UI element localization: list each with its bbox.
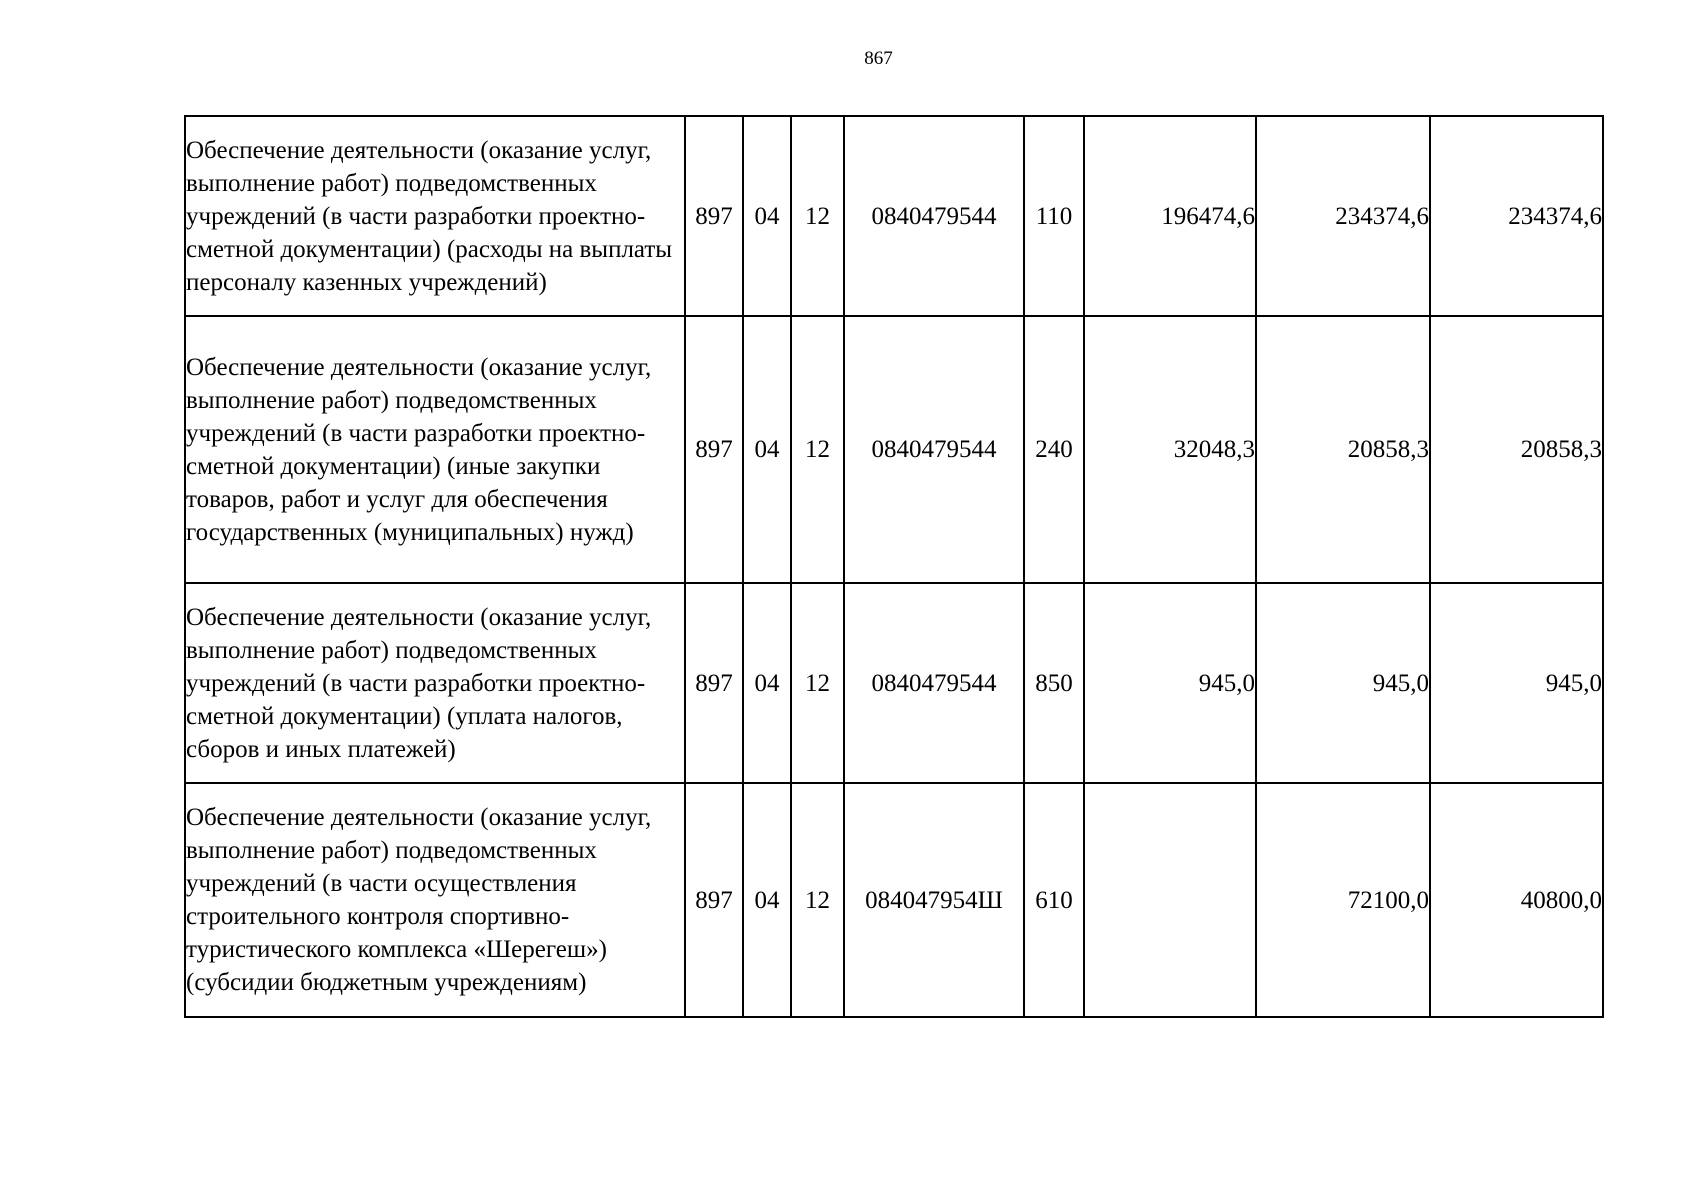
section-code: 04 bbox=[743, 316, 791, 583]
sum-year-3: 945,0 bbox=[1430, 583, 1603, 783]
sum-year-1: 945,0 bbox=[1084, 583, 1256, 783]
subsection-code: 12 bbox=[791, 116, 844, 316]
expense-type-code: 240 bbox=[1024, 316, 1084, 583]
table-row bbox=[185, 783, 1603, 1017]
subsection-code: 12 bbox=[791, 583, 844, 783]
sum-year-3: 40800,0 bbox=[1430, 783, 1603, 1017]
table-row bbox=[185, 116, 1603, 316]
sum-year-2: 234374,6 bbox=[1256, 116, 1430, 316]
ministry-code: 897 bbox=[685, 116, 743, 316]
target-article-code: 084047954Ш bbox=[844, 783, 1024, 1017]
expense-type-code: 850 bbox=[1024, 583, 1084, 783]
section-code: 04 bbox=[743, 583, 791, 783]
row-description: Обеспечение деятельности (оказание услуг, выполнение работ) подведомственных учреждений (в части осуществления строительного контроля спортивно-туристического комплекса «Шерегеш») (субсидии бюджетным учреждениям) bbox=[185, 783, 685, 1017]
target-article-code: 0840479544 bbox=[844, 116, 1024, 316]
row-description: Обеспечение деятельности (оказание услуг, выполнение работ) подведомственных учреждений (в части разработки проектно-сметной документации) (уплата налогов, сборов и иных платежей) bbox=[185, 583, 685, 783]
ministry-code: 897 bbox=[685, 583, 743, 783]
sum-year-3: 234374,6 bbox=[1430, 116, 1603, 316]
ministry-code: 897 bbox=[685, 316, 743, 583]
sum-year-2: 945,0 bbox=[1256, 583, 1430, 783]
expense-type-code: 610 bbox=[1024, 783, 1084, 1017]
target-article-code: 0840479544 bbox=[844, 316, 1024, 583]
page-number: 867 bbox=[864, 48, 893, 69]
table-row bbox=[185, 583, 1603, 783]
budget-table bbox=[184, 115, 1604, 1018]
sum-year-1: 32048,3 bbox=[1084, 316, 1256, 583]
sum-year-2: 20858,3 bbox=[1256, 316, 1430, 583]
sum-year-3: 20858,3 bbox=[1430, 316, 1603, 583]
section-code: 04 bbox=[743, 116, 791, 316]
target-article-code: 0840479544 bbox=[844, 583, 1024, 783]
subsection-code: 12 bbox=[791, 316, 844, 583]
sum-year-1 bbox=[1084, 783, 1256, 1017]
section-code: 04 bbox=[743, 783, 791, 1017]
sum-year-2: 72100,0 bbox=[1256, 783, 1430, 1017]
row-description: Обеспечение деятельности (оказание услуг, выполнение работ) подведомственных учреждений (в части разработки проектно-сметной документации) (расходы на выплаты персоналу казенных учреждений) bbox=[185, 116, 685, 316]
expense-type-code: 110 bbox=[1024, 116, 1084, 316]
ministry-code: 897 bbox=[685, 783, 743, 1017]
row-description: Обеспечение деятельности (оказание услуг, выполнение работ) подведомственных учреждений (в части разработки проектно-сметной документации) (иные закупки товаров, работ и услуг для обеспечения государственных (муниципальных) нужд) bbox=[185, 316, 685, 583]
table-row bbox=[185, 316, 1603, 583]
subsection-code: 12 bbox=[791, 783, 844, 1017]
sum-year-1: 196474,6 bbox=[1084, 116, 1256, 316]
